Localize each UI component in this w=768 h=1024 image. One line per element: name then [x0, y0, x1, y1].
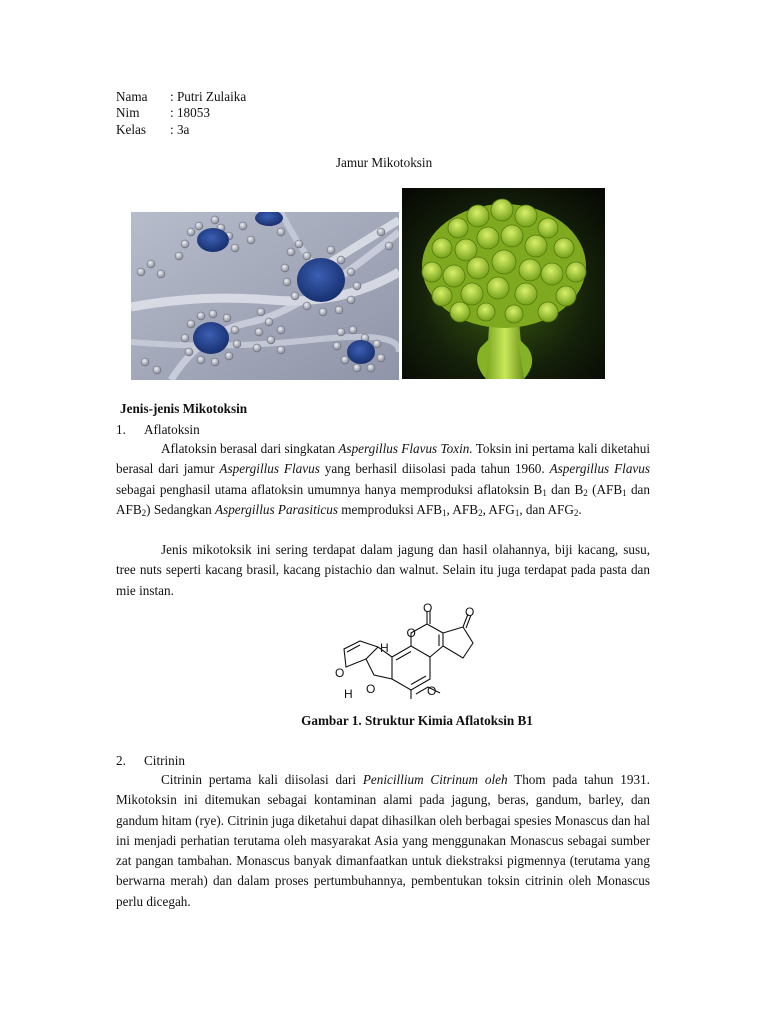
- aspergillus-sem-image: [402, 188, 605, 379]
- aflatoxin-structure-diagram: [330, 603, 484, 703]
- nama-label: Nama: [116, 89, 148, 104]
- item-number: 2.: [116, 753, 126, 768]
- list-item-aflatoksin: [116, 421, 200, 438]
- atom-h-top: H: [380, 641, 389, 655]
- nim-label: Nim: [116, 105, 140, 120]
- atom-o-furan: O: [335, 666, 345, 680]
- atom-o-methoxy: O: [427, 684, 437, 698]
- header-kelas: [116, 121, 189, 138]
- page-title: Jamur Mikotoksin: [335, 155, 433, 170]
- item-label: Aflatoksin: [144, 422, 200, 437]
- list-item-citrinin: [116, 752, 185, 769]
- header-nim: [116, 104, 210, 121]
- kelas-label: Kelas: [116, 122, 147, 137]
- item-label: Citrinin: [144, 753, 186, 768]
- aspergillus-micrograph-image: [131, 212, 399, 380]
- section-heading: Jenis-jenis Mikotoksin: [120, 401, 248, 416]
- atom-o-dihydrofuran: O: [366, 682, 376, 696]
- kelas-value: : 3a: [170, 122, 190, 137]
- nim-value: : 18053: [170, 105, 210, 120]
- atom-o-ketone: O: [465, 605, 475, 619]
- paragraph-sources: Jenis mikotoksik ini sering terdapat dalam jagung dan hasil olahannya, biji kacang, susu, tree nuts seperti kacang brasil, kacang pistachio dan walnut. Selain itu juga terdapat pada pasta dan mie instan.: [116, 542, 650, 598]
- header-nama: [116, 88, 246, 105]
- nama-value: : Putri Zulaika: [170, 89, 247, 104]
- paragraph-aflatoksin: Aflatoksin berasal dari singkatan Aspergillus Flavus Toxin. Toksin ini pertama kali diketahui berasal dari jamur Aspergillus Flavus yang berhasil diisolasi pada tahun 1960. Aspergillus Flavus sebagai penghasil utama aflatoksin umumnya hanya memproduksi aflatoksin $B_1$ dan $B_2$ ($AFB_1$ dan $AFB_2$) Sedangkan Aspergillus Parasiticus memproduksi $AFB_1$, $AFB_2$, $AFG_1$, dan $AFG_2$.: [116, 441, 650, 518]
- atom-o-lactone: O: [406, 626, 416, 640]
- figure-caption: Gambar 1. Struktur Kimia Aflatoksin B1: [301, 713, 533, 728]
- paragraph-citrinin: Citrinin pertama kali diisolasi dari Penicillium Citrinum oleh Thom pada tahun 1931. Mikotoksin ini ditemukan sebagai kontaminan alami pada jagung, beras, gandum, barley, dan gandum hitam (rye). Citrinin juga diketahui dapat dihasilkan oleh berbagai spesies Monascus dan hal ini menjadi perhatian terutama oleh masyarakat Asia yang menggunakan Monascus sebagai sumber zat pangan tambahan. Monascus banyak dimanfaatkan untuk diekstraksi pigmennya (terutama yang berwarna merah) dan dalam proses pertumbuhannya, pembentukan toksin citrinin oleh Monascus perlu dicegah.: [116, 772, 650, 909]
- atom-o-carbonyl: O: [423, 603, 433, 615]
- item-number: 1.: [116, 422, 126, 437]
- atom-h-bottom: H: [344, 687, 353, 701]
